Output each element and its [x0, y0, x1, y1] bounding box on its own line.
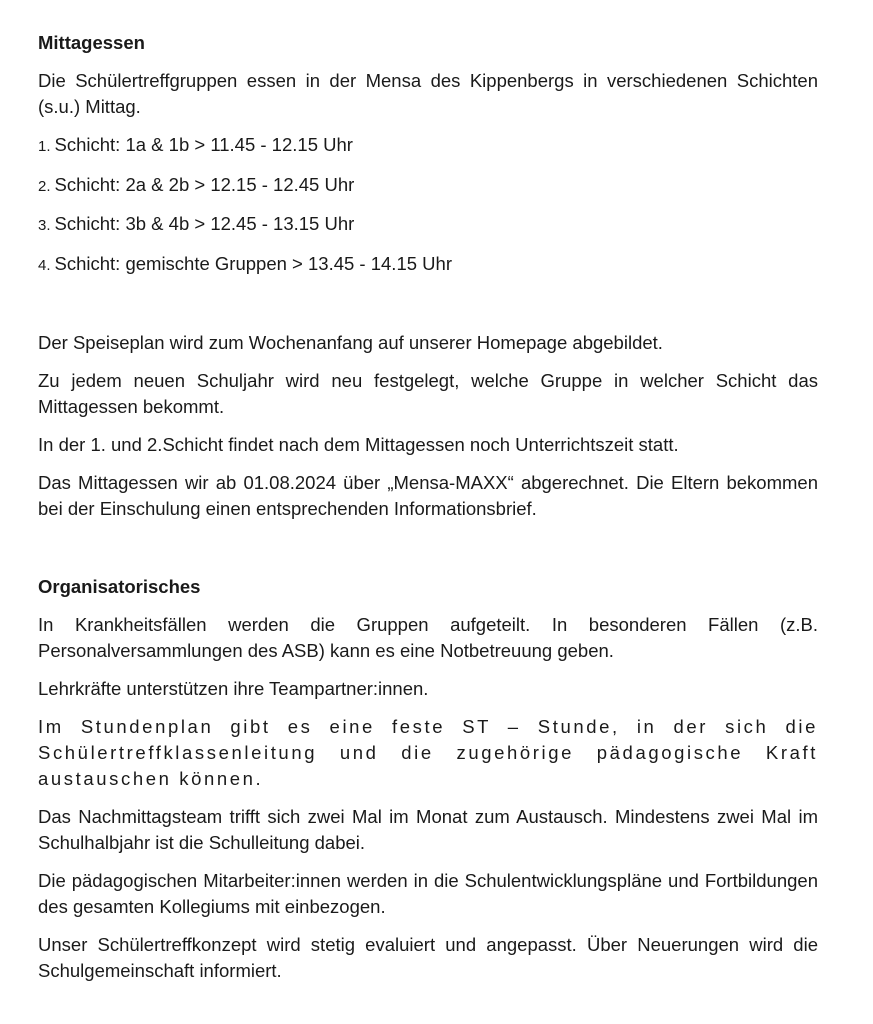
paragraph-lehrkraefte: Lehrkräfte unterstützen ihre Teampartner:innen.	[38, 678, 429, 699]
paragraph-schuljahr: Zu jedem neuen Schuljahr wird neu festgelegt, welche Gruppe in welcher Schicht das Mittagessen bekommt.	[38, 370, 818, 417]
list-number: 1.	[38, 138, 51, 155]
list-number: 2.	[38, 177, 51, 195]
paragraph-intro: Die Schülertreffgruppen essen in der Mensa des Kippenbergs in verschiedenen Schichten (s.u.) Mittag.	[38, 70, 818, 117]
paragraph-abrechnung: Das Mittagessen wir ab 01.08.2024 über „Mensa-MAXX“ abgerechnet. Die Eltern bekommen bei der Einschulung einen entsprechenden Informationsbrief.	[38, 472, 818, 519]
list-item-text: Schicht: 3b & 4b > 12.45 - 13.15 Uhr	[54, 213, 355, 234]
paragraph-krankheitsfaelle: In Krankheitsfällen werden die Gruppen aufgeteilt. In besonderen Fällen (z.B. Personalversammlungen des ASB) kann es eine Notbetreuung geben.	[38, 614, 818, 661]
list-number: 3.	[38, 217, 51, 234]
list-item-text: Schicht: 1a & 1b > 11.45 - 12.15 Uhr	[54, 134, 353, 155]
list-item-text: Schicht: 2a & 2b > 12.15 - 12.45 Uhr	[54, 173, 355, 195]
list-item	[38, 132, 818, 158]
paragraph-stundenplan: Im Stundenplan gibt es eine feste ST – Stunde, in der sich die Schülertreffklassenleitung und die zugehörige pädagogische Kraft austauschen können.	[38, 716, 818, 789]
spacer	[38, 534, 818, 574]
list-item	[38, 251, 818, 277]
spacer	[38, 290, 818, 330]
shift-list	[38, 132, 818, 277]
list-number: 4.	[38, 256, 51, 274]
document-page	[38, 30, 818, 996]
paragraph-mitarbeiter: Die pädagogischen Mitarbeiter:innen werden in die Schulentwicklungspläne und Fortbildungen des gesamten Kollegiums mit einbezogen.	[38, 870, 818, 917]
paragraph-konzept: Unser Schülertreffkonzept wird stetig evaluiert und angepasst. Über Neuerungen wird die Schulgemeinschaft informiert.	[38, 934, 818, 981]
section-heading-mittagessen: Mittagessen	[38, 32, 145, 53]
paragraph-unterrichtszeit: In der 1. und 2.Schicht findet nach dem Mittagessen noch Unterrichtszeit statt.	[38, 434, 679, 455]
paragraph-speiseplan: Der Speiseplan wird zum Wochenanfang auf unserer Homepage abgebildet.	[38, 332, 663, 353]
list-item	[38, 211, 818, 237]
list-item-text: Schicht: gemischte Gruppen > 13.45 - 14.15 Uhr	[54, 252, 452, 274]
list-item	[38, 172, 818, 198]
section-heading-organisatorisches: Organisatorisches	[38, 576, 201, 597]
paragraph-nachmittagsteam: Das Nachmittagsteam trifft sich zwei Mal im Monat zum Austausch. Mindestens zwei Mal im Schulhalbjahr ist die Schulleitung dabei.	[38, 806, 818, 853]
